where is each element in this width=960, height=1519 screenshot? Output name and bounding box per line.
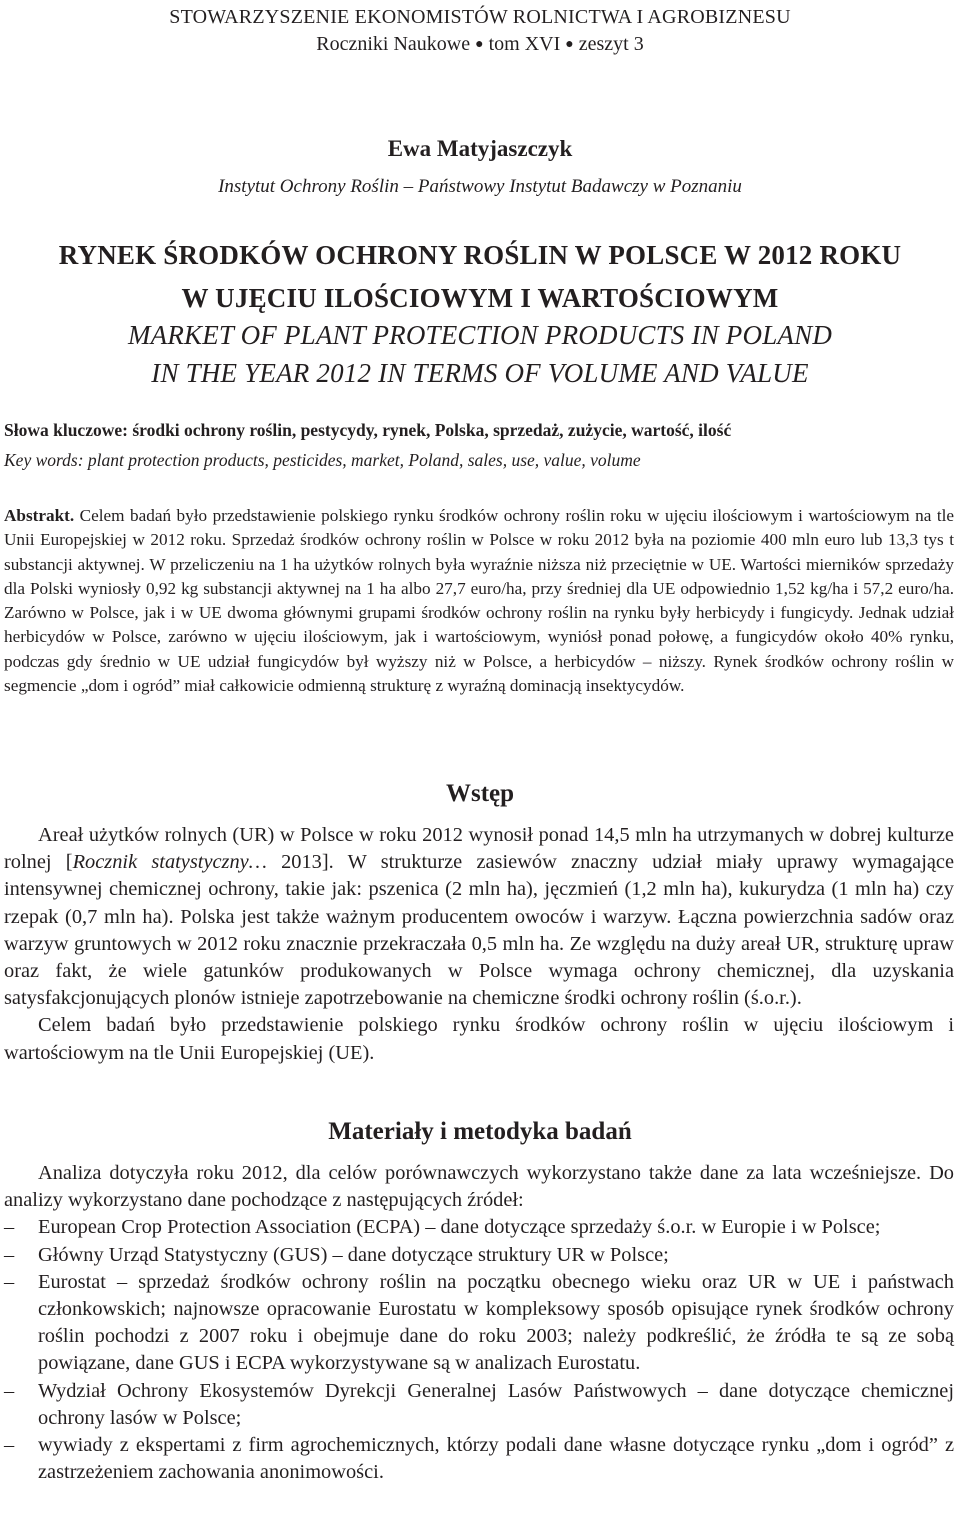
issue-number: zeszyt 3 (578, 33, 644, 55)
abstract-text: Celem badań było przedstawienie polskiego rynku środków ochrony roślin roku w ujęciu ilościowym i wartościowym na tle Unii Europejskiej w 2012 roku. Sprzedaż środków ochrony roślin w Polsce w roku 2012 była na poziomie 400 mln euro lub 13,3 tys t substancji aktywnej. W przeliczeniu na 1 ha użytków rolnych była wyraźnie niższa niż przeciętnie w UE. Wartości mierników sprzedaży dla Polski wyniosły 0,92 kg substancji aktywnej na 1 ha albo 27,7 euro/ha, przy średniej dla UE odpowiednio 1,52 kg/ha i 57,2 euro/ha. Zarówno w Polsce, jak i w UE dwoma głównymi grupami środków ochrony roślin na rynku były herbicydy i fungicydy. Jednak udział herbicydów w Polsce, zarówno w ujęciu ilościowym, jak i wartościowym, wyniósł ponad połowę, a fungicydów około 40% rynku, podczas gdy średnio w UE udział fungicydów był wyższy niż w Polsce, a herbicydów – niższy. Rynek środków ochrony roślin w segmencie „dom i ogród” miał całkowicie odmienną strukturę z wyraźną dominacją insektycydów. (4, 506, 954, 696)
list-item (4, 1432, 954, 1486)
citation: Rocznik statystyczny… (72, 851, 267, 874)
paragraph-text: Areał użytków rolnych (UR) w Polsce w roku 2012 wynosił ponad 14,5 mln ha utrzymanych w dobrej kulturze rolnej [ (4, 824, 954, 874)
journal-name: Roczniki Naukowe (316, 33, 471, 55)
paragraph-text: 2013]. W strukturze zasiewów znaczny udział miały uprawy wymagające intensywnej chemicznej ochrony, takie jak: pszenica (2 mln ha), jęczmień (1,2 mln ha), kukurydza (1 mln ha) czy rzepak (0,7 mln ha). Polska jest także ważnym producentem owoców i warzyw. Łączna powierzchnia sadów oraz warzyw gruntowych w 2012 roku znacznie przekraczała 0,5 mln ha. Ze względu na duży areał UR, strukturę upraw oraz fakt, że wiele gatunków produkowanych w Polsce wymaga ochrony chemicznej, dla uzyskania satysfakcjonujących plonów istnieje zapotrzebowanie na chemiczne środki ochrony roślin (ś.o.r.). (4, 851, 955, 1010)
introduction-section (4, 822, 954, 1067)
list-item-text: European Crop Protection Association (ECPA) – dane dotyczące sprzedaży ś.o.r. w Europie i w Polsce; (38, 1216, 881, 1239)
title-line: W UJĘCIU ILOŚCIOWYM I WARTOŚCIOWYM (181, 283, 779, 313)
title-line: MARKET OF PLANT PROTECTION PRODUCTS IN POLAND (127, 320, 833, 350)
list-item-text: Eurostat – sprzedaż środków ochrony roślin na początku obecnego wieku oraz UR w UE i państwach członkowskich; najnowsze opracowanie Eurostatu w kompleksowy sposób opisujące rynek środków ochrony roślin pochodzi z 2007 roku i obejmuje dane do roku 2003; należy podkreślić, że źródła te są ze sobą powiązane, dane GUS i ECPA wykorzystywane są w analizach Eurostatu. (38, 1270, 954, 1375)
paragraph: Analiza dotyczyła roku 2012, dla celów porównawczych wykorzystano także dane za lata wcześniejsze. Do analizy wykorzystano dane pochodzące z następujących źródeł: (4, 1162, 954, 1212)
journal-reference (0, 31, 960, 58)
article-title-polish (0, 238, 960, 316)
abstract (4, 504, 954, 698)
list-item-text: wywiady z ekspertami z firm agrochemicznych, którzy podali dane własne dotyczące rynku „dom i ogród” z zastrzeżeniem zachowania anonimowości. (38, 1434, 954, 1484)
section-heading-introduction: Wstęp (445, 780, 515, 807)
bullet-separator: ● (475, 37, 484, 52)
paragraph (4, 822, 954, 1012)
list-item (4, 1269, 954, 1378)
methods-section (4, 1160, 954, 1486)
list-item-text: Wydział Ochrony Ekosystemów Dyrekcji Generalnej Lasów Państwowych – dane dotyczące chemicznej ochrony lasów w Polsce; (38, 1379, 954, 1429)
article-title-english (0, 318, 960, 391)
dash-bullet: – (4, 1434, 15, 1457)
dash-bullet: – (4, 1379, 15, 1402)
keywords-polish: Słowa kluczowe: środki ochrony roślin, pestycydy, rynek, Polska, sprzedaż, zużycie, wartość, ilość (4, 420, 732, 440)
paragraph: Celem badań było przedstawienie polskiego rynku środków ochrony roślin w ujęciu ilościowym i wartościowym na tle Unii Europejskiej (UE). (4, 1014, 954, 1064)
author-affiliation: Instytut Ochrony Roślin – Państwowy Instytut Badawczy w Poznaniu (218, 176, 742, 197)
dash-bullet: – (4, 1270, 15, 1293)
section-heading-methods: Materiały i metodyka badań (328, 1118, 632, 1145)
list-item-text: Główny Urząd Statystyczny (GUS) – dane dotyczące struktury UR w Polsce; (38, 1243, 669, 1266)
list-item (4, 1242, 954, 1269)
list-item (4, 1378, 954, 1432)
dash-bullet: – (4, 1216, 15, 1239)
volume-number: tom XVI (488, 33, 561, 55)
title-line: IN THE YEAR 2012 IN TERMS OF VOLUME AND VALUE (151, 358, 809, 388)
author-name: Ewa Matyjaszczyk (387, 136, 573, 161)
abstract-label: Abstrakt. (4, 506, 75, 525)
keywords-english: Key words: plant protection products, pesticides, market, Poland, sales, use, value, volume (4, 450, 641, 470)
publisher-name: STOWARZYSZENIE EKONOMISTÓW ROLNICTWA I AGROBIZNESU (169, 6, 791, 28)
title-line: RYNEK ŚRODKÓW OCHRONY ROŚLIN W POLSCE W 2012 ROKU (58, 240, 902, 270)
data-sources-list (4, 1214, 954, 1486)
dash-bullet: – (4, 1243, 15, 1266)
list-item (4, 1214, 954, 1241)
bullet-separator: ● (565, 37, 574, 52)
